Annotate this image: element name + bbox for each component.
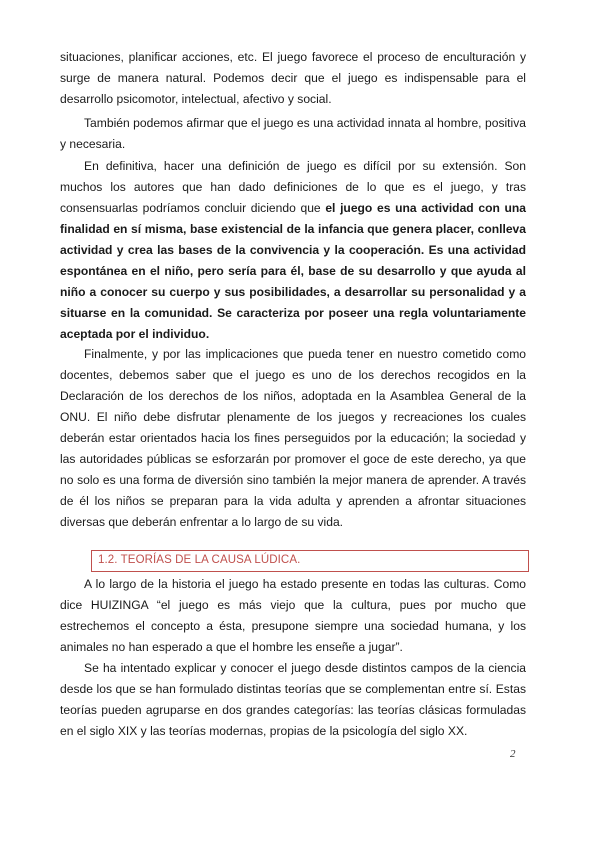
paragraph-enculturation [60,47,526,110]
paragraph-text: Se ha intentado explicar y conocer el juego desde distintos campos de la ciencia desde los que se han formulado distintas teorías que se complementan entre sí. Estas teorías pueden agruparse en dos grandes categorías: las teorías clásicas formuladas en el siglo XIX y las teorías modernas, propias de la psicología del siglo XX. [60,661,526,738]
paragraph-innate-activity [60,113,526,155]
paragraph-huizinga [60,574,526,658]
section-heading-box [91,550,529,572]
paragraph-definition [60,156,526,345]
paragraph-children-rights [60,344,526,533]
page-number: 2 [510,748,516,760]
paragraph-text: También podemos afirmar que el juego es una actividad innata al hombre, positiva y necesaria. [60,116,526,151]
paragraph-lead-text: En definitiva, hacer una definición de juego es difícil por su extensión. Son muchos los autores que han dado definiciones de lo que es el juego, y tras consensuarlas podríamos concluir diciendo que [60,159,526,215]
paragraph-text: Finalmente, y por las implicaciones que pueda tener en nuestro cometido como docentes, debemos saber que el juego es uno de los derechos recogidos en la Declaración de los derechos de los niños, adoptada en la Asamblea General de la ONU. El niño debe disfrutar plenamente de los juegos y recreaciones los cuales deberán estar orientados hacia los fines perseguidos por la educación; la sociedad y las autoridades públicas se esforzarán por promover el goce de este derecho, ya que no solo es una forma de diversión sino también la mejor manera de aprender. A través de él los niños se preparan para la vida adulta y aprenden a afrontar situaciones diversas que deberán enfrentar a lo largo de su vida. [60,347,526,529]
paragraph-text: A lo largo de la historia el juego ha estado presente en todas las culturas. Como dice HUIZINGA “el juego es más viejo que la cultura, pues por mucho que estrechemos el concepto a ésta, presupone siempre una sociedad humana, y los animales no han esperado a que el hombre les enseñe a jugar”. [60,577,526,654]
section-heading: 1.2. TEORÍAS DE LA CAUSA LÚDICA. [98,554,301,566]
paragraph-bold-definition: el juego es una actividad con una finalidad en sí misma, base existencial de la infancia que genera placer, conlleva actividad y crea las bases de la convivencia y la cooperación. Es una actividad espontánea en el niño, pero sería para él, base de su desarrollo y que ayuda al niño a conocer su cuerpo y sus posibilidades, a desarrollar su personalidad y a situarse en la comunidad. Se caracteriza por poseer una regla voluntariamente aceptada por el individuo. [60,201,527,341]
paragraph-text: situaciones, planificar acciones, etc. El juego favorece el proceso de enculturación y surge de manera natural. Podemos decir que el juego es indispensable para el desarrollo psicomotor, intelectual, afectivo y social. [60,50,526,106]
paragraph-theories [60,658,526,742]
